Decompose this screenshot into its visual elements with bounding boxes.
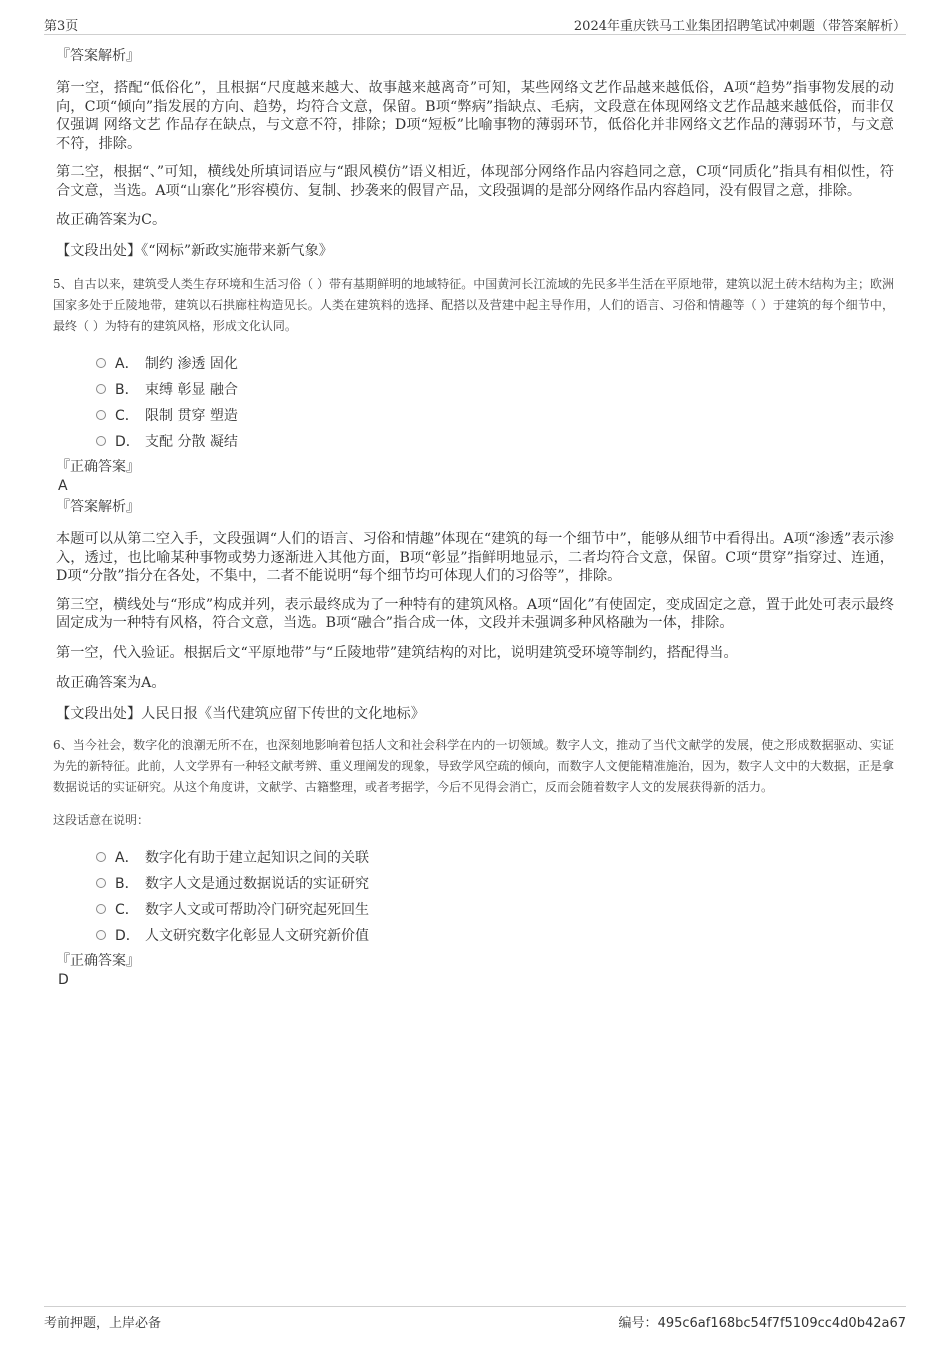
question-text: 6、当今社会，数字化的浪潮无所不在，也深刻地影响着包括人文和社会科学在内的一切领域。数字人文，推动了当代文献学的发展，使之形成数据驱动、实证为先的新特征。此前，人文学界有一种轻文献考辨、重义理阐发的现象，导致学风空疏的倾向，而数字人文便能精准施治，因为，数字人文中的大数据，正是拿数据说话的实证研究。从这个角度讲，文献学、古籍整理，或者考据学，今后不见得会消亡，反而会随着数字人文的发展获得新的活力。 (53, 738, 894, 794)
question-prompt: 这段话意在说明： (53, 813, 150, 827)
footer-slogan: 考前押题，上岸必备 (44, 1316, 162, 1331)
question-5 (53, 274, 894, 723)
correct-answer: A (58, 478, 68, 494)
document-title: 2024年重庆铁马工业集团招聘笔试冲刺题（带答案解析） (573, 19, 906, 34)
question-6 (53, 735, 894, 989)
option-b[interactable]: B． 束缚 彰显 融合 (96, 377, 894, 403)
analysis-paragraph: 第一空，搭配“低俗化”，且根据“尺度越来越大、故事越来越离奇”可知，某些网络文艺作品越来越低俗，A项“趋势”指事物发展的动向，C项“倾向”指发展的方向、趋势，均符合文意，保留。B项“弊病”指缺点、毛病，文段意在体现网络文艺作品越来越低俗，而非仅仅强调 网络文艺 作品存在缺点，与文意不符，排除；D项“短板”比喻事物的薄弱环节，低俗化并非网络文艺作品的薄弱环节，与文意不符，排除。 (56, 80, 894, 152)
option-d[interactable]: D． 人文研究数字化彰显人文研究新价值 (96, 923, 894, 949)
analysis-conclusion: 故正确答案为A。 (56, 675, 166, 691)
page-content (53, 46, 894, 989)
block1-analysis (56, 46, 894, 260)
analysis-paragraph: 第一空，代入验证。根据后文“平原地带”与“丘陵地带”建筑结构的对比，说明建筑受环境等制约，搭配得当。 (56, 644, 738, 661)
source-citation: 【文段出处】人民日报《当代建筑应留下传世的文化地标》 (56, 705, 425, 722)
page-footer (44, 1306, 906, 1329)
radio-button[interactable] (96, 436, 106, 446)
analysis-paragraph: 本题可以从第二空入手，文段强调“人们的语言、习俗和情趣”体现在“建筑的每一个细节中”，能够从细节中看得出。A项“渗透”表示渗入，透过，也比喻某种事物或势力逐渐进入其他方面，B项“彰显”指鲜明地显示，二者均符合文意，保留。C项“贯穿”指穿过、连通，D项“分散”指分在各处，不集中，二者不能说明“每个细节均可体现人们的习俗等”，排除。 (56, 531, 894, 584)
option-a[interactable]: A． 制约 渗透 固化 (96, 351, 894, 377)
page-header (44, 14, 906, 35)
code-label: 编号： (618, 1316, 658, 1331)
radio-button[interactable] (96, 878, 106, 888)
correct-answer-label: 『正确答案』 (56, 953, 140, 969)
code-value: 495c6af168bc54f7f5109cc4d0b42a67 (657, 1316, 906, 1331)
correct-answer-label: 『正确答案』 (56, 459, 140, 475)
analysis-conclusion: 故正确答案为C。 (56, 212, 167, 228)
document-code (619, 1312, 906, 1331)
radio-button[interactable] (96, 384, 106, 394)
option-d[interactable]: D． 支配 分散 凝结 (96, 429, 894, 455)
analysis-paragraph: 第二空，根据“、”可知，横线处所填词语应与“跟风模仿”语义相近，体现部分网络作品内容趋同之意，C项“同质化”指具有相似性，符合文意，当选。A项“山寨化”形容模仿、复制、抄袭来的假冒产品，文段强调的是部分网络作品内容趋同，没有假冒之意，排除。 (56, 164, 894, 199)
option-b[interactable]: B． 数字人文是通过数据说话的实证研究 (96, 871, 894, 897)
option-c[interactable]: C． 限制 贯穿 塑造 (96, 403, 894, 429)
source-citation: 【文段出处】《“网标”新政实施带来新气象》 (56, 242, 333, 259)
option-a[interactable]: A． 数字化有助于建立起知识之间的关联 (96, 845, 894, 871)
correct-answer: D (58, 972, 69, 988)
page-number: 第3页 (44, 19, 79, 34)
analysis-paragraph: 第三空，横线处与“形成”构成并列，表示最终成为了一种特有的建筑风格。A项“固化”有使固定，变成固定之意，置于此处可表示最终固定成为一种特有风格，符合文意，当选。B项“融合”指合成一体，文段并未强调多种风格融为一体，排除。 (56, 596, 894, 631)
options-list (96, 351, 894, 455)
question-text: 5、自古以来，建筑受人类生存环境和生活习俗（ ）带有基期鲜明的地域特征。中国黄河长江流域的先民多半生活在平原地带，建筑以泥土砖木结构为主；欧洲国家多处于丘陵地带，建筑以石拱廊柱构造见长。人类在建筑料的选择、配搭以及营建中起主导作用，人们的语言、习俗和情趣等（ ）于建筑的每个细节中，最终（ ）为特有的建筑风格，形成文化认同。 (53, 277, 894, 333)
option-c[interactable]: C． 数字人文或可帮助冷门研究起死回生 (96, 897, 894, 923)
analysis-label: 『答案解析』 (56, 48, 140, 64)
radio-button[interactable] (96, 358, 106, 368)
options-list (96, 845, 894, 949)
radio-button[interactable] (96, 904, 106, 914)
analysis-label: 『答案解析』 (56, 499, 140, 515)
radio-button[interactable] (96, 930, 106, 940)
radio-button[interactable] (96, 852, 106, 862)
radio-button[interactable] (96, 410, 106, 420)
